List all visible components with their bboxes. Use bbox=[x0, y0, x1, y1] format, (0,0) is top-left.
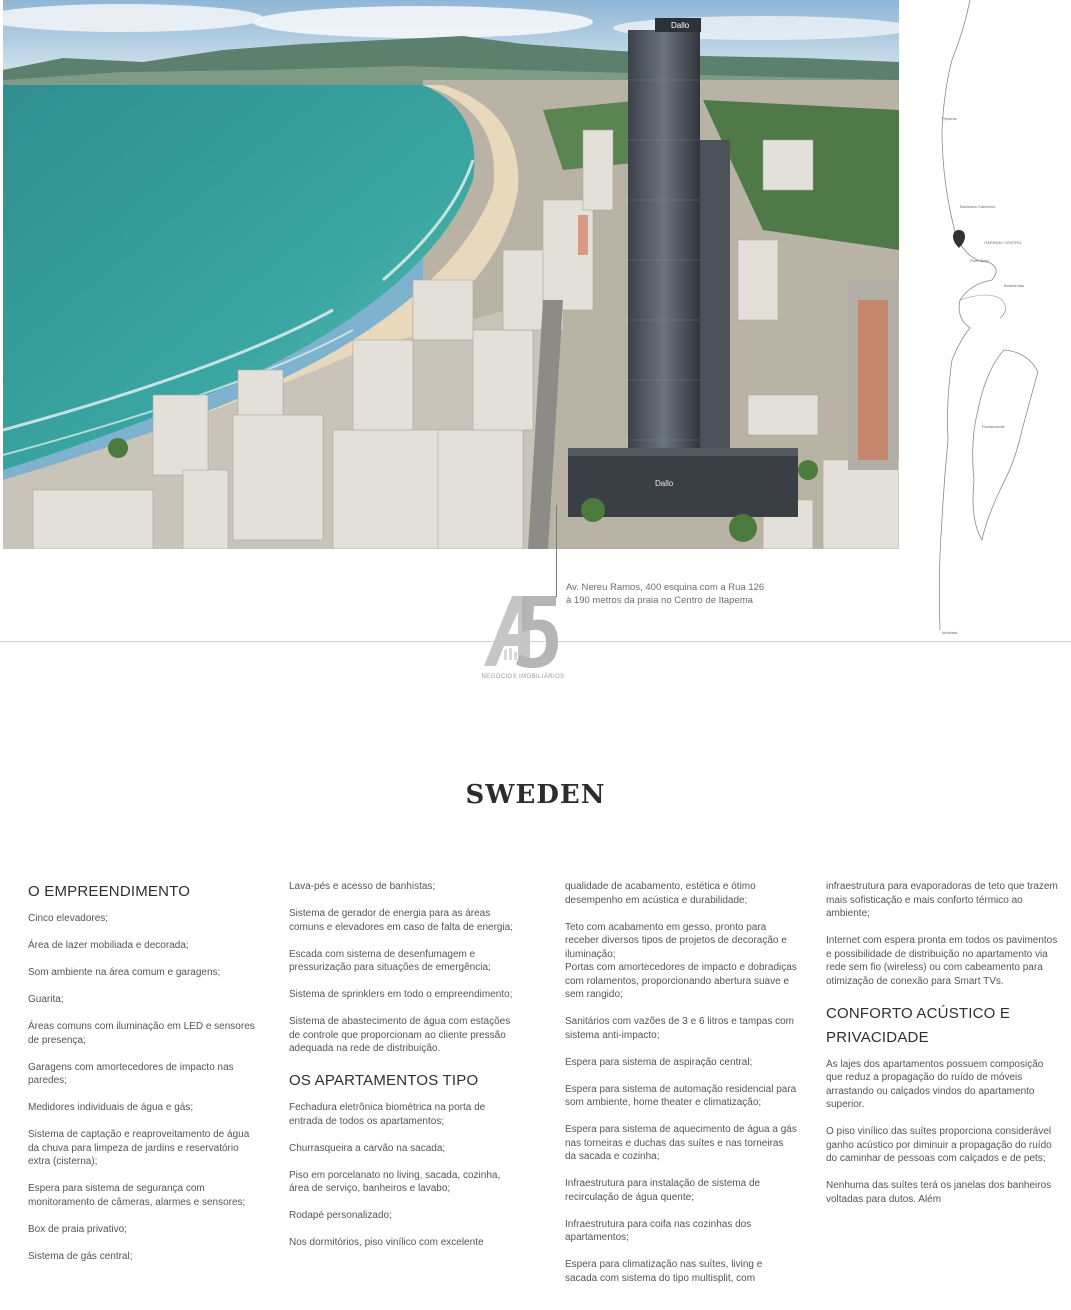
feature-item: Espera para climatização nas suítes, living e sacada com sistema do tipo multisplit, com bbox=[565, 1259, 763, 1284]
feature-item: Sistema de abastecimento de água com estações de controle que proporcionam ao cliente pressão adequada na rede de distribuição. bbox=[289, 1016, 511, 1054]
feature-item: Cinco elevadores; bbox=[28, 913, 109, 924]
feature-item: Sistema de sprinklers em todo o empreendimento; bbox=[289, 989, 513, 1000]
feature-item: Nos dormitórios, piso vinílico com excelente bbox=[289, 1237, 484, 1248]
feature-item: Infraestrutura para instalação de sistema de recirculação de água quente; bbox=[565, 1178, 761, 1203]
watermark-logo bbox=[478, 590, 568, 685]
feature-item: Portas com amortecedores de impacto e dobradiças com rolamentos, proporcionando abertura suave e sem rangido; bbox=[565, 962, 797, 1000]
map-label: Piçarras bbox=[942, 116, 957, 121]
feature-item: Sanitários com vazões de 3 e 6 litros e tampas com sistema anti-impacto; bbox=[565, 1016, 794, 1041]
feature-item: Medidores individuais de água e gás; bbox=[28, 1102, 194, 1113]
map-label: Porto Belo bbox=[970, 258, 989, 263]
column-3 bbox=[565, 880, 797, 1299]
podium-brand-sign: Dallo bbox=[655, 479, 674, 488]
project-title: SWEDEN bbox=[465, 780, 606, 810]
column-2 bbox=[289, 880, 521, 1263]
feature-item: As lajes dos apartamentos possuem composição que reduz a propagação do ruído de móveis arrastando ou calçados vindos do apartamento superior. bbox=[826, 1058, 1044, 1110]
location-panel bbox=[0, 0, 1071, 642]
map-label: ITAPEMA / CENTRO bbox=[984, 240, 1022, 245]
tower-brand-sign: Dallo bbox=[671, 21, 690, 30]
section-heading: O EMPREENDIMENTO bbox=[28, 883, 191, 900]
address-caption bbox=[566, 581, 826, 607]
map-label: Balneário Camboriú bbox=[960, 204, 996, 209]
address-leader-line bbox=[556, 505, 557, 597]
feature-item: Rodapé personalizado; bbox=[289, 1210, 392, 1221]
feature-item: Teto com acabamento em gesso, pronto para receber diversos tipos de projetos de decoração e iluminação; bbox=[565, 921, 787, 960]
feature-item: Lava-pés e acesso de banhistas; bbox=[289, 881, 436, 892]
feature-item: Escada com sistema de desenfumagem e pressurização para situações de emergência; bbox=[289, 948, 491, 973]
feature-item: O piso vinílico das suítes proporciona considerável ganho acústico por diminuir a propagação do ruído do caminhar de pessoas com calçados e de pets; bbox=[826, 1126, 1052, 1164]
feature-item: Guarita; bbox=[28, 994, 64, 1005]
feature-item: Som ambiente na área comum e garagens; bbox=[28, 967, 221, 978]
column-1 bbox=[28, 880, 258, 1277]
column-4 bbox=[826, 880, 1058, 1220]
feature-item: Piso em porcelanato no living, sacada, cozinha, área de serviço, banheiros e lavabo; bbox=[289, 1169, 501, 1194]
feature-item: Sistema de gerador de energia para as áreas comuns e elevadores em caso de falta de energia; bbox=[289, 908, 514, 933]
feature-item: Espera para sistema de aspiração central; bbox=[565, 1056, 753, 1068]
section-heading: CONFORTO ACÚSTICO E PRIVACIDADE bbox=[826, 1004, 1011, 1046]
feature-item: Fechadura eletrônica biométrica na porta de entrada de todos os apartamentos; bbox=[289, 1102, 486, 1127]
location-pin-icon bbox=[953, 230, 965, 248]
aerial-photo bbox=[3, 0, 899, 549]
map-label: Imbituba bbox=[942, 630, 958, 635]
feature-item: Nenhuma das suítes terá os janelas dos banheiros voltadas para dutos. Além bbox=[826, 1180, 1052, 1205]
feature-item: Espera para sistema de aquecimento de água a gás nas torneiras e duchas das suítes e nas torneiras da sacada e cozinha; bbox=[565, 1124, 797, 1162]
feature-item: Internet com espera pronta em todos os pavimentos e possibilidade de distribuição no apartamento via rede sem fio (wireless) ou com cabeamento para otimização de conexão para Smart TVs. bbox=[826, 935, 1058, 987]
section-heading: OS APARTAMENTOS TIPO bbox=[289, 1072, 479, 1089]
feature-item: Garagens com amortecedores de impacto nas paredes; bbox=[28, 1061, 234, 1086]
map-label: Florianópolis bbox=[982, 424, 1005, 429]
feature-item: Espera para sistema de automação residencial para som ambiente, home theater e climatização; bbox=[565, 1083, 797, 1108]
feature-item: infraestrutura para evaporadoras de teto que trazem mais sofisticação e mais conforto térmico ao ambiente; bbox=[826, 881, 1058, 919]
feature-item: Sistema de gás central; bbox=[28, 1250, 133, 1262]
feature-item: Áreas comuns com iluminação em LED e sensores de presença; bbox=[28, 1021, 255, 1046]
coast-map bbox=[930, 0, 1071, 642]
address-line-1: Av. Nereu Ramos, 400 esquina com a Rua 126 bbox=[566, 582, 765, 593]
feature-item: Churrasqueira a carvão na sacada; bbox=[289, 1142, 446, 1154]
feature-item: Espera para sistema de segurança com monitoramento de câmeras, alarmes e sensores; bbox=[28, 1183, 246, 1208]
feature-item: Sistema de captação e reaproveitamento de água da chuva para limpeza de jardins e reservatório extra (cisterna); bbox=[28, 1129, 250, 1167]
watermark-text: NEGÓCIOS IMOBILIÁRIOS bbox=[481, 674, 565, 680]
feature-item: Infraestrutura para coifa nas cozinhas dos apartamentos; bbox=[565, 1218, 752, 1243]
address-line-2: à 190 metros da praia no Centro de Itapema bbox=[566, 595, 753, 606]
feature-item: qualidade de acabamento, estética e ótimo desempenho em acústica e durabilidade; bbox=[565, 881, 756, 906]
feature-item: Área de lazer mobiliada e decorada; bbox=[28, 940, 189, 951]
feature-item: Box de praia privativo; bbox=[28, 1223, 127, 1235]
map-label: Bombinhas bbox=[1004, 283, 1025, 288]
